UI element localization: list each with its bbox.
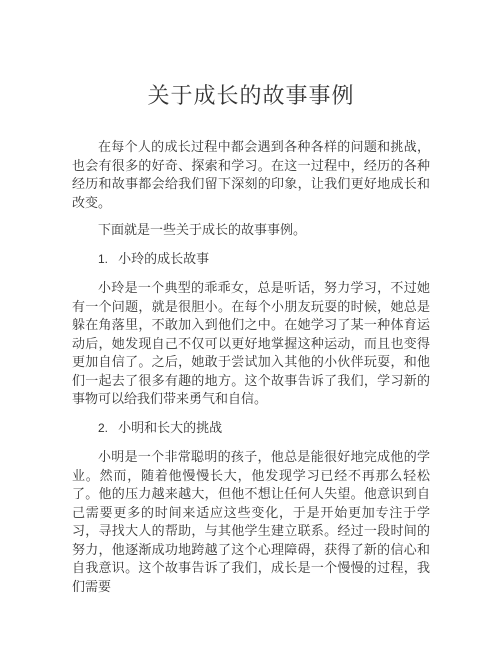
section-heading-1: [72, 250, 430, 270]
section-body-1: 小玲是一个典型的乖乖女，总是听话，努力学习，不过她有一个问题，就是很胆小。在每个小朋友玩耍的时候，她总是躲在角落里，不敢加入到他们之中。在她学习了某一种体育运动后，她发现自己不仅可以更好地掌握这种运动，而且也变得更加自信了。之后，她敢于尝试加入其他的小伙伴玩耍，和他们一起去了很多有趣的地方。这个故事告诉了我们，学习新的事物可以给我们带来勇气和自信。: [72, 281, 430, 407]
section-heading-2: [72, 419, 430, 439]
intro-paragraph: 在每个人的成长过程中都会遇到各种各样的问题和挑战，也会有很多的好奇、探索和学习。在这一过程中，经历的各种经历和故事都会给我们留下深刻的印象，让我们更好地成长和改变。: [72, 140, 430, 211]
document-title: 关于成长的故事事例: [147, 84, 355, 109]
section-title-2: 小明和长大的挑战: [118, 420, 223, 436]
section-number-2: 2.: [98, 420, 109, 435]
section-number-1: 1.: [98, 251, 109, 266]
section-title-1: 小玲的成长故事: [118, 251, 210, 267]
lead-paragraph: 下面就是一些关于成长的故事事例。: [98, 223, 307, 238]
section-body-2: 小明是一个非常聪明的孩子，他总是能很好地完成他的学业。然而，随着他慢慢长大，他发现学习已经不再那么轻松了。他的压力越来越大，但他不想让任何人失望。他意识到自己需要更多的时间来适应这些变化，于是开始更加专注于学习，寻找大人的帮助，与其他学生建立联系。经过一段时间的努力，他逐渐成功地跨越了这个心理障碍，获得了新的信心和自我意识。这个故事告诉了我们，成长是一个慢慢的过程，我们需要: [72, 450, 430, 595]
